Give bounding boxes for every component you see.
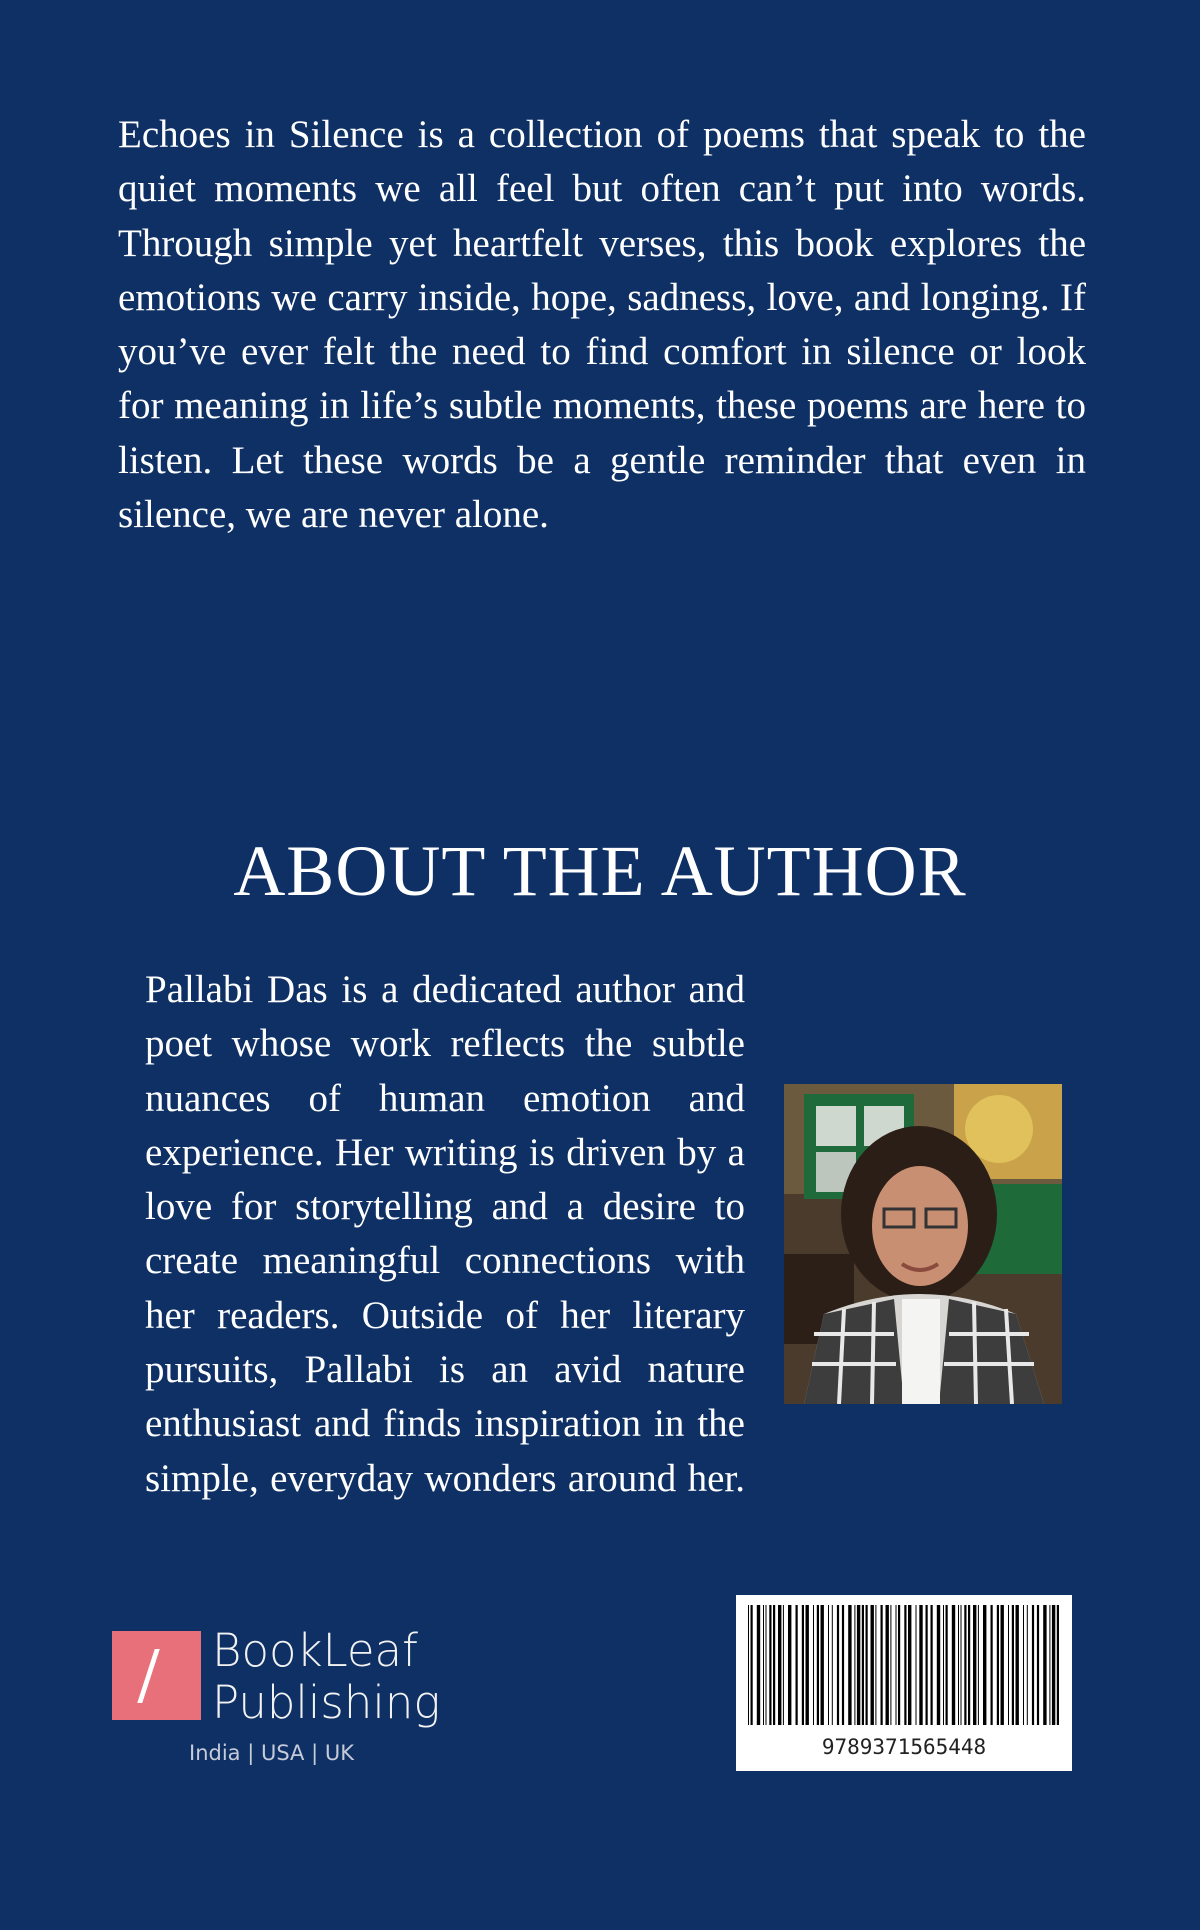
barcode-bar	[1043, 1605, 1046, 1725]
barcode-bar	[1008, 1605, 1009, 1725]
isbn-barcode	[736, 1595, 1072, 1771]
book-blurb: Echoes in Silence is a collection of poems that speak to the quiet moments we all feel but often can’t put into words. Through simple yet heartfelt verses, this book explores the emotions we carry inside, hope, sadness, love, and longing. If you’ve ever felt the need to find comfort in silence or look for meaning in life’s subtle moments, these poems are here to listen. Let these words be a gentle reminder that even in silence, we are never alone.	[118, 113, 1086, 537]
barcode-bar	[1037, 1605, 1039, 1725]
publisher-name-line2: Publishing	[212, 1676, 441, 1729]
publisher-logo	[112, 1624, 452, 1771]
author-photo	[784, 1084, 1062, 1404]
barcode-bar	[821, 1605, 824, 1725]
barcode-bar	[817, 1605, 819, 1725]
barcode-bar	[796, 1605, 798, 1725]
publisher-name	[212, 1625, 440, 1729]
barcode-bar	[1001, 1605, 1004, 1725]
barcode-bar	[1027, 1605, 1028, 1725]
barcode-bar	[937, 1605, 940, 1725]
barcode-bar	[908, 1605, 911, 1725]
barcode-bar	[1012, 1605, 1014, 1725]
barcode-bar	[916, 1605, 917, 1725]
barcode-bar	[828, 1605, 829, 1725]
publisher-name-line1: BookLeaf	[212, 1624, 418, 1677]
barcode-bar	[1049, 1605, 1050, 1725]
barcode-bar	[866, 1605, 868, 1725]
barcode-bar	[875, 1605, 876, 1725]
barcode-bar	[898, 1605, 900, 1725]
barcode-bar	[943, 1605, 944, 1725]
barcode-bar	[763, 1605, 764, 1725]
barcode-bar	[837, 1605, 839, 1725]
barcode-bar	[854, 1605, 855, 1725]
barcode-bar	[1052, 1605, 1055, 1725]
barcode-bar	[1016, 1605, 1019, 1725]
barcode-bar	[813, 1605, 814, 1725]
barcode-bar	[748, 1605, 749, 1725]
barcode-bar	[1023, 1605, 1024, 1725]
barcode-bar	[751, 1605, 753, 1725]
publisher-regions: India | USA | UK	[189, 1741, 354, 1765]
barcode-bar	[881, 1605, 883, 1725]
barcode-bar	[896, 1605, 897, 1725]
barcode-bar	[890, 1605, 891, 1725]
barcode-bar	[978, 1605, 979, 1725]
barcode-bar	[973, 1605, 976, 1725]
barcode-bar	[904, 1605, 906, 1725]
barcode-bar	[991, 1605, 993, 1725]
barcode-bar	[946, 1605, 948, 1725]
barcode-bar	[983, 1605, 986, 1725]
about-author-heading: ABOUT THE AUTHOR	[233, 831, 967, 911]
barcode-bar	[862, 1605, 864, 1725]
barcode-bar	[968, 1605, 970, 1725]
barcode-bar	[802, 1605, 804, 1725]
barcode-bar	[806, 1605, 809, 1725]
barcode-bar	[997, 1605, 999, 1725]
barcode-bar	[757, 1605, 760, 1725]
barcode-bar	[832, 1605, 833, 1725]
barcode-bar	[961, 1605, 962, 1725]
barcode-bar	[842, 1605, 844, 1725]
barcode-bar	[886, 1605, 889, 1725]
barcode-bar	[926, 1605, 928, 1725]
isbn-number: 9789371565448	[821, 1735, 987, 1759]
barcode-bar	[1032, 1605, 1034, 1725]
barcode-bar	[919, 1605, 922, 1725]
barcode-bar	[871, 1605, 874, 1725]
barcode-bar	[778, 1605, 781, 1725]
barcode-bar	[848, 1605, 851, 1725]
barcode-bar	[931, 1605, 933, 1725]
slash-icon	[137, 1649, 160, 1703]
barcode-bar	[857, 1605, 860, 1725]
barcode-bar	[952, 1605, 955, 1725]
barcode-bar	[783, 1605, 784, 1725]
publisher-logo-mark	[112, 1631, 201, 1720]
barcode-bar	[788, 1605, 791, 1725]
barcode-bar	[769, 1605, 771, 1725]
barcode-bar	[773, 1605, 775, 1725]
barcode-bar	[1057, 1605, 1059, 1725]
barcode-bar	[766, 1605, 767, 1725]
barcode-bar	[958, 1605, 959, 1725]
author-bio: Pallabi Das is a dedicated author and poet whose work reflects the subtle nuances of human emotion and experience. Her writing is driven by a love for storytelling and a desire to create meaningful connections with her readers. Outside of her literary pursuits, Pallabi is an avid nature enthusiast and finds inspiration in the simple, everyday wonders around her.	[145, 968, 745, 1500]
barcode-bar	[964, 1605, 966, 1725]
